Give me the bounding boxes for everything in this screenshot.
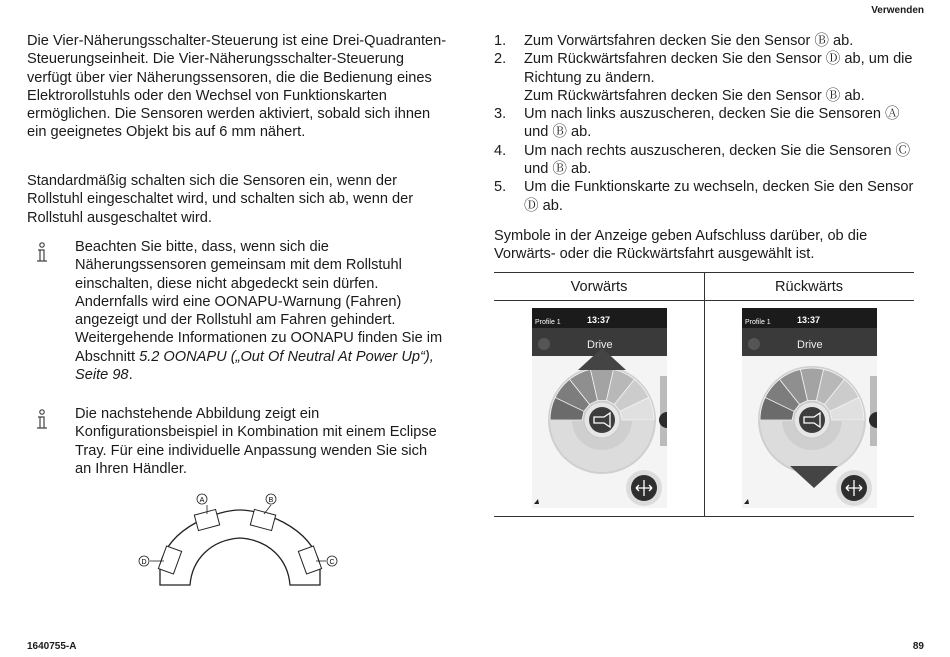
step-number: 5. [494,179,507,196]
svg-text:C: C [329,559,335,566]
oonapu-reference-link[interactable]: 5.2 OONAPU („Out Of Neutral At Power Up“), Seite 98 [75,348,434,384]
page-number: 89 [912,641,924,652]
svg-text:A: A [199,497,205,504]
note-configuration-text: Die nachstehende Abbildung zeigt ein Konfigurationsbeispiel in Kombination mit einem Eclipse Tray. Für eine individuelle Anpassung wenden Sie sich an Ihren Händler. [75,406,437,477]
intro-paragraph: Die Vier-Näherungsschalter-Steuerung ist eine Drei-Quadranten-Steuerungseinheit. Die Vier-Näherungsschalter-Steuerung verfügt über vier Näherungssensoren, die die Bedienung eines Elektrorollstuhls oder den Wechsel von Funktionskarten ermöglichen. Die Sensoren werden aktiviert, sobald sich ihnen ein geeignetes Objekt bis auf 6 mm nähert. [27,33,447,141]
step-number: 1. [494,33,507,49]
symbols-paragraph: Symbole in der Anzeige geben Aufschluss darüber, ob die Vorwärts- oder die Rückwärtsfahrt ausgewählt ist. [494,228,868,263]
section-header: Verwenden [871,5,924,16]
step-text: Zum Vorwärtsfahren decken Sie den Sensor Ⓑ ab. [524,33,854,49]
label-d [139,556,149,566]
steps-list [494,32,919,215]
document-id: 1640755-A [27,641,77,652]
sensor-d-pad [158,546,181,574]
step-item [494,32,919,50]
step-number: 4. [494,142,507,159]
step-item [494,105,919,142]
clock-time: 13:37 [587,315,611,325]
direction-table [494,272,914,517]
column-header-forward: Vorwärts [570,279,628,295]
info-icon [35,242,49,264]
step-item [494,50,919,105]
step-text: Zum Rückwärtsfahren decken Sie den Sensor Ⓑ ab. [524,87,865,104]
svg-text:D: D [141,559,147,566]
profile-label: Profile 1 [535,319,561,326]
column-header-reverse: Rückwärts [774,279,844,295]
label-a [197,494,207,504]
info-icon [35,409,49,431]
note-oonapu-text: Beachten Sie bitte, dass, wenn sich die Näherungssensoren gemeinsam mit dem Rollstuhl einschalten, diese nicht abgedeckt sein dürfen. Andernfalls wird eine OONAPU-Warnung (Fahren) angezeigt und der Rollstuhl am Fahren gehindert. Weitergehende Informationen zu OONAPU finden Sie im Abschnitt 5.2 OONAPU („Out Of Neutral At Power Up“), Seite 98. [75,239,443,384]
eclipse-tray-diagram [130,490,350,590]
step-text: Um nach links auszuscheren, decken Sie die Sensoren Ⓐ und Ⓑ ab. [524,106,900,141]
step-item [494,178,919,215]
step-number: 3. [494,106,507,123]
profile-label: Profile 1 [745,319,771,326]
label-b [266,494,276,504]
clock-time: 13:37 [797,315,821,325]
forward-display-screen [532,308,667,508]
mode-label: Drive [587,339,613,351]
mode-label: Drive [797,339,823,351]
sensor-b-pad [250,509,275,530]
sensor-c-pad [298,546,321,574]
step-item [494,142,919,179]
reverse-display-screen [742,308,877,508]
step-text: Um die Funktionskarte zu wechseln, decken Sie den Sensor Ⓓ ab. [524,179,914,214]
label-c [327,556,337,566]
table-column-divider [704,272,705,517]
step-number: 2. [494,51,507,68]
step-text: Um nach rechts auszuscheren, decken Sie die Sensoren Ⓒ und Ⓑ ab. [524,142,911,178]
svg-text:B: B [268,497,274,504]
default-paragraph: Standardmäßig schalten sich die Sensoren ein, wenn der Rollstuhl eingeschaltet wird, und schalten sich ab, wenn der Rollstuhl ausgeschaltet wird. [27,173,414,226]
step-text: Zum Rückwärtsfahren decken Sie den Sensor Ⓓ ab, um die Richtung zu ändern. [524,51,913,86]
